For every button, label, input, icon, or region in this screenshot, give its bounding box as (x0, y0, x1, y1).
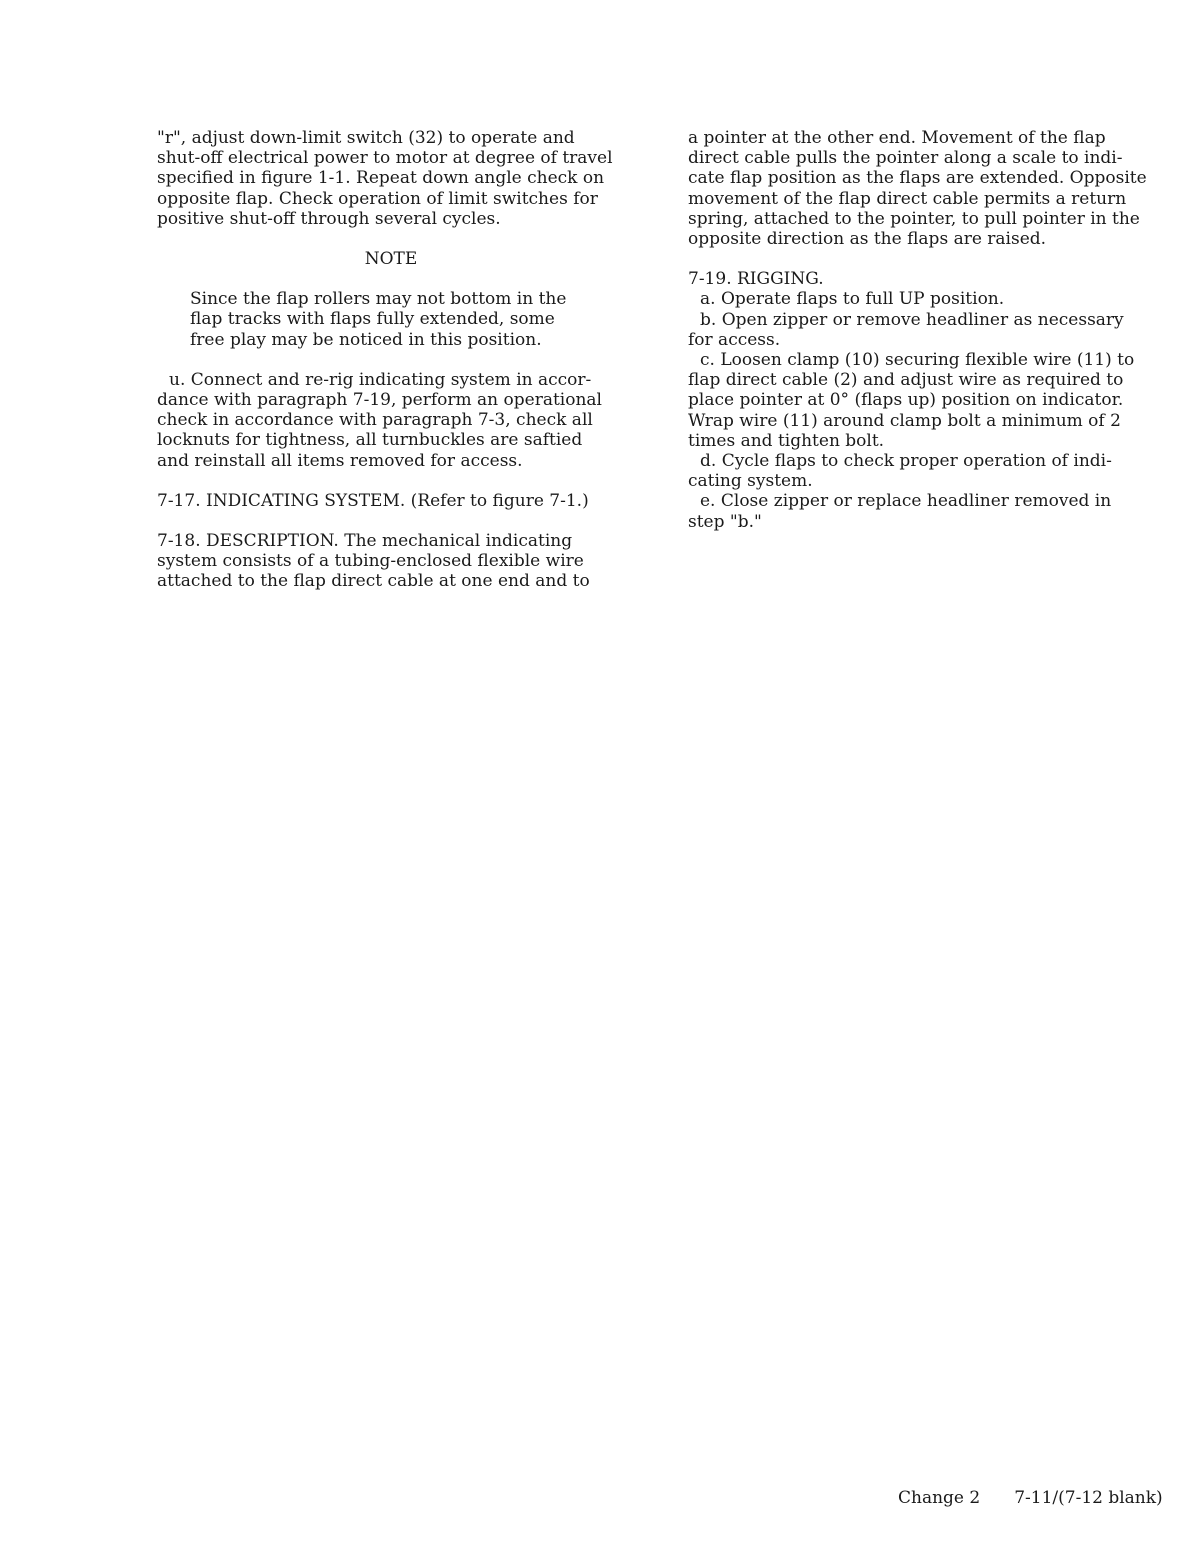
text-line: opposite flap. Check operation of limit switches for (157, 188, 598, 209)
text-line: 7-18. DESCRIPTION. The mechanical indicating (157, 531, 573, 552)
text-line: and reinstall all items removed for access. (157, 450, 523, 471)
step-c (688, 350, 1172, 451)
page-footer (898, 1488, 1163, 1508)
text-line: d. Cycle flaps to check proper operation of indi- (700, 451, 1112, 472)
text-line: dance with paragraph 7-19, perform an operational (157, 390, 602, 411)
text-line: a. Operate flaps to full UP position. (700, 289, 1005, 310)
text-line: place pointer at 0° (flaps up) position on indicator. (688, 390, 1124, 411)
text-line: u. Connect and re-rig indicating system in accor- (169, 369, 592, 390)
paragraph-continued (688, 128, 1172, 249)
text-line: specified in figure 1-1. Repeat down angle check on (157, 168, 605, 189)
paragraph-7-18 (157, 531, 641, 592)
text-line: for access. (688, 329, 781, 350)
text-line: times and tighten bolt. (688, 430, 885, 451)
text-line: shut-off electrical power to motor at degree of travel (157, 148, 613, 169)
text-line: flap direct cable (2) and adjust wire as required to (688, 370, 1124, 391)
text-line: opposite direction as the flaps are raised. (688, 229, 1047, 250)
text-line: b. Open zipper or remove headliner as necessary (700, 309, 1124, 330)
right-column (688, 128, 1172, 532)
step-e (688, 491, 1172, 531)
page-number: 7-11/(7-12 blank) (1014, 1488, 1163, 1508)
left-column (157, 128, 641, 592)
text-line: check in accordance with paragraph 7-3, check all (157, 410, 593, 431)
step-d (688, 451, 1172, 491)
text-line: cate flap position as the flaps are extended. Opposite (688, 168, 1147, 189)
text-line: spring, attached to the pointer, to pull pointer in the (688, 208, 1140, 229)
text-line: a pointer at the other end. Movement of the flap (688, 128, 1106, 148)
text-line: Since the flap rollers may not bottom in the (190, 289, 567, 310)
text-line: positive shut-off through several cycles. (157, 208, 501, 229)
text-line: Wrap wire (11) around clamp bolt a minimum of 2 (688, 410, 1121, 431)
heading-7-17: 7-17. INDICATING SYSTEM. (Refer to figure 7-1.) (157, 490, 589, 511)
text-line: attached to the flap direct cable at one end and to (157, 571, 590, 592)
paragraph-u (157, 370, 641, 471)
text-line: direct cable pulls the pointer along a scale to indi- (688, 148, 1123, 169)
text-line: e. Close zipper or replace headliner removed in (700, 491, 1112, 512)
note-title: NOTE (364, 249, 418, 270)
step-b (688, 310, 1172, 350)
text-line: step "b." (688, 511, 762, 532)
text-line: "r", adjust down-limit switch (32) to operate and (157, 128, 575, 148)
paragraph-r (157, 128, 641, 229)
heading-7-19: 7-19. RIGGING. (688, 269, 824, 290)
text-line: system consists of a tubing-enclosed flexible wire (157, 551, 584, 572)
text-line: free play may be noticed in this position. (190, 329, 542, 350)
text-line: c. Loosen clamp (10) securing flexible wire (11) to (700, 350, 1135, 371)
text-line: flap tracks with flaps fully extended, some (190, 309, 555, 330)
text-line: cating system. (688, 471, 813, 492)
text-line: movement of the flap direct cable permits a return (688, 188, 1127, 209)
text-line: locknuts for tightness, all turnbuckles are saftied (157, 430, 583, 451)
note-body (157, 289, 641, 350)
change-label: Change 2 (898, 1488, 981, 1508)
step-a (688, 289, 1172, 309)
